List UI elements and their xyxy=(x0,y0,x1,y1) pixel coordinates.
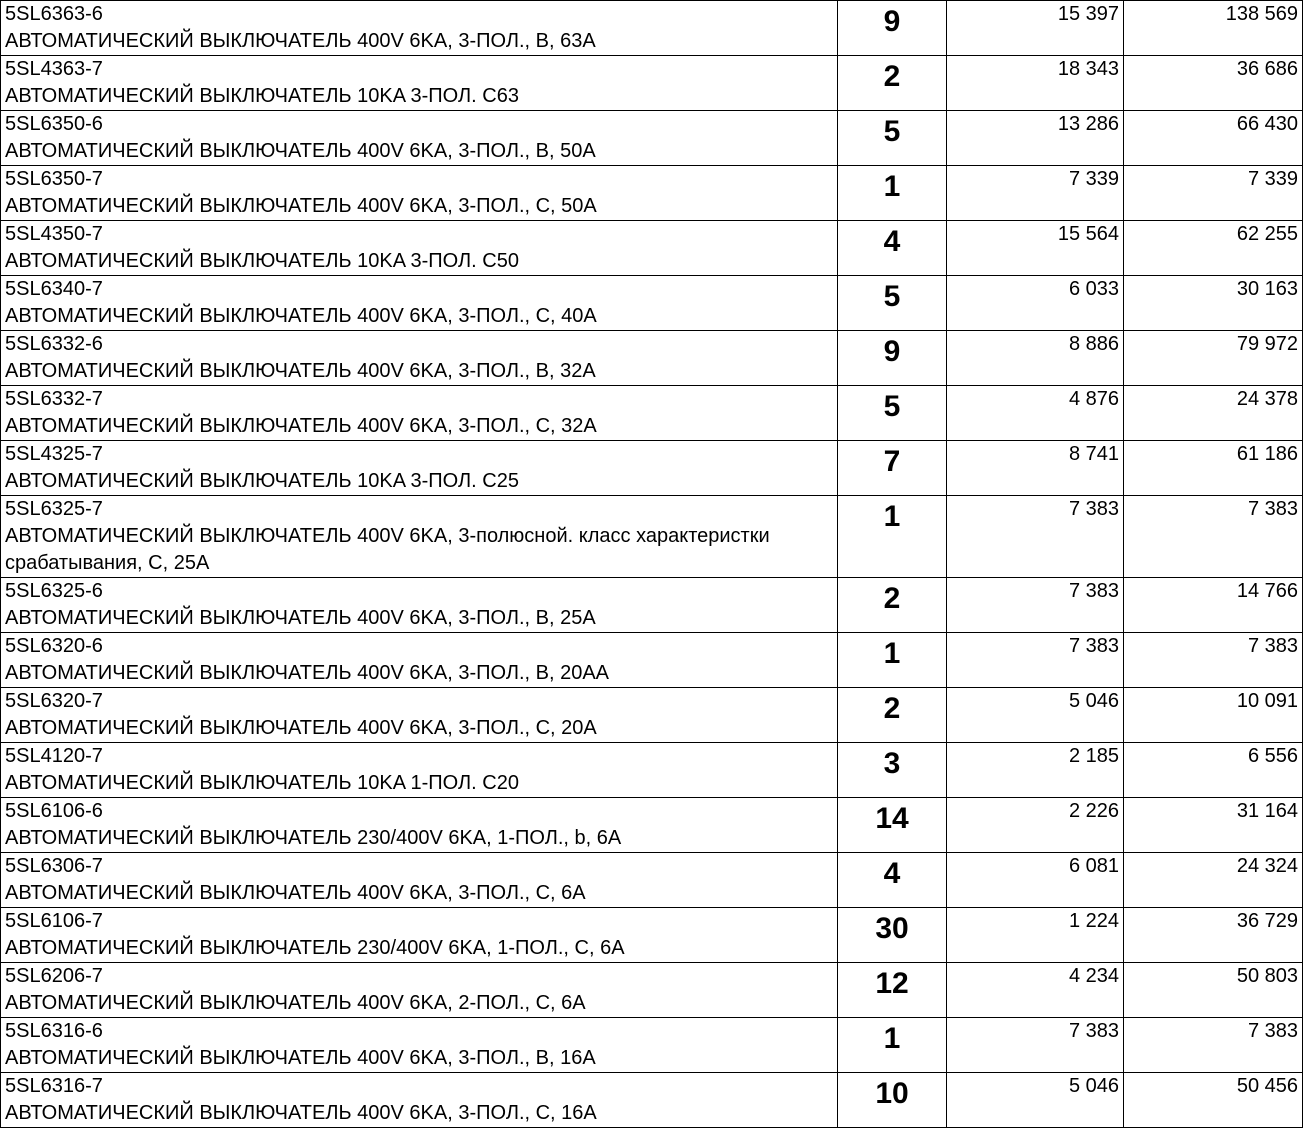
product-name: АВТОМАТИЧЕСКИЙ ВЫКЛЮЧАТЕЛЬ 400V 6KA, 3-ПОЛ., B, 25A xyxy=(5,607,596,629)
line-total: 24 378 xyxy=(1236,388,1298,410)
line-total: 66 430 xyxy=(1236,113,1298,135)
unit-price: 4 234 xyxy=(1068,965,1119,987)
product-cell xyxy=(1,853,838,908)
product-cell xyxy=(1,908,838,963)
product-name: АВТОМАТИЧЕСКИЙ ВЫКЛЮЧАТЕЛЬ 10KA 1-ПОЛ. C20 xyxy=(5,772,519,794)
sum-cell xyxy=(1124,963,1303,1018)
price-cell xyxy=(947,578,1124,633)
quantity-value: 1 xyxy=(883,170,901,203)
quantity-value: 1 xyxy=(883,500,901,533)
quantity-cell xyxy=(838,633,947,688)
price-cell xyxy=(947,56,1124,111)
table-row xyxy=(1,963,1303,1018)
line-total: 138 569 xyxy=(1225,3,1298,25)
unit-price: 7 383 xyxy=(1068,498,1119,520)
price-cell xyxy=(947,276,1124,331)
product-code: 5SL6325-7 xyxy=(5,498,103,520)
table-row xyxy=(1,496,1303,578)
sum-cell xyxy=(1124,908,1303,963)
product-code: 5SL6325-6 xyxy=(5,580,103,602)
table-row xyxy=(1,633,1303,688)
sum-cell xyxy=(1124,798,1303,853)
table-row xyxy=(1,743,1303,798)
quantity-value: 7 xyxy=(883,445,901,478)
product-name: АВТОМАТИЧЕСКИЙ ВЫКЛЮЧАТЕЛЬ 10KA 3-ПОЛ. C25 xyxy=(5,470,519,492)
quantity-value: 4 xyxy=(883,225,901,258)
product-name: АВТОМАТИЧЕСКИЙ ВЫКЛЮЧАТЕЛЬ 230/400V 6KA, 1-ПОЛ., b, 6A xyxy=(5,827,622,849)
price-cell xyxy=(947,853,1124,908)
table-row xyxy=(1,166,1303,221)
product-name: АВТОМАТИЧЕСКИЙ ВЫКЛЮЧАТЕЛЬ 400V 6KA, 3-ПОЛ., C, 32A xyxy=(5,415,597,437)
quantity-cell xyxy=(838,798,947,853)
quantity-value: 1 xyxy=(883,637,901,670)
product-cell xyxy=(1,963,838,1018)
product-code: 5SL4120-7 xyxy=(5,745,103,767)
product-cell xyxy=(1,1,838,56)
quantity-value: 9 xyxy=(883,335,901,368)
product-code: 5SL6332-7 xyxy=(5,388,103,410)
product-cell xyxy=(1,743,838,798)
product-name: АВТОМАТИЧЕСКИЙ ВЫКЛЮЧАТЕЛЬ 400V 6KA, 3-полюсной. класс характеристки срабатывания, C, 25A xyxy=(5,525,770,574)
sum-cell xyxy=(1124,853,1303,908)
price-cell xyxy=(947,633,1124,688)
quantity-cell xyxy=(838,276,947,331)
line-total: 50 803 xyxy=(1236,965,1298,987)
line-total: 61 186 xyxy=(1236,443,1298,465)
line-total: 50 456 xyxy=(1236,1075,1298,1097)
line-total: 30 163 xyxy=(1236,278,1298,300)
quantity-cell xyxy=(838,1018,947,1073)
unit-price: 13 286 xyxy=(1057,113,1119,135)
unit-price: 4 876 xyxy=(1068,388,1119,410)
product-cell xyxy=(1,276,838,331)
sum-cell xyxy=(1124,166,1303,221)
price-cell xyxy=(947,331,1124,386)
line-total: 7 339 xyxy=(1247,168,1298,190)
quantity-cell xyxy=(838,386,947,441)
product-code: 5SL6320-7 xyxy=(5,690,103,712)
product-code: 5SL6350-7 xyxy=(5,168,103,190)
price-cell xyxy=(947,1073,1124,1128)
price-cell xyxy=(947,963,1124,1018)
quantity-cell xyxy=(838,111,947,166)
product-cell xyxy=(1,688,838,743)
product-name: АВТОМАТИЧЕСКИЙ ВЫКЛЮЧАТЕЛЬ 400V 6KA, 3-ПОЛ., B, 50A xyxy=(5,140,596,162)
quantity-value: 5 xyxy=(883,115,901,148)
unit-price: 5 046 xyxy=(1068,690,1119,712)
quantity-cell xyxy=(838,743,947,798)
quantity-value: 3 xyxy=(883,747,901,780)
unit-price: 18 343 xyxy=(1057,58,1119,80)
table-row xyxy=(1,688,1303,743)
sum-cell xyxy=(1124,441,1303,496)
unit-price: 6 033 xyxy=(1068,278,1119,300)
product-code: 5SL6316-7 xyxy=(5,1075,103,1097)
table-row xyxy=(1,1073,1303,1128)
quantity-cell xyxy=(838,166,947,221)
product-code: 5SL6106-6 xyxy=(5,800,103,822)
sum-cell xyxy=(1124,633,1303,688)
unit-price: 15 564 xyxy=(1057,223,1119,245)
product-name: АВТОМАТИЧЕСКИЙ ВЫКЛЮЧАТЕЛЬ 400V 6KA, 3-ПОЛ., C, 20A xyxy=(5,717,597,739)
table-row xyxy=(1,331,1303,386)
product-cell xyxy=(1,496,838,578)
product-cell xyxy=(1,578,838,633)
price-cell xyxy=(947,111,1124,166)
product-code: 5SL6320-6 xyxy=(5,635,103,657)
quantity-value: 2 xyxy=(883,692,901,725)
product-code: 5SL6350-6 xyxy=(5,113,103,135)
product-name: АВТОМАТИЧЕСКИЙ ВЫКЛЮЧАТЕЛЬ 400V 6KA, 3-ПОЛ., B, 63A xyxy=(5,30,596,52)
product-cell xyxy=(1,1073,838,1128)
quantity-cell xyxy=(838,908,947,963)
product-name: АВТОМАТИЧЕСКИЙ ВЫКЛЮЧАТЕЛЬ 400V 6KA, 3-ПОЛ., C, 40A xyxy=(5,305,597,327)
product-code: 5SL6340-7 xyxy=(5,278,103,300)
quantity-value: 2 xyxy=(883,60,901,93)
table-row xyxy=(1,1,1303,56)
line-total: 7 383 xyxy=(1247,1020,1298,1042)
price-cell xyxy=(947,1,1124,56)
product-code: 5SL6363-6 xyxy=(5,3,103,25)
unit-price: 6 081 xyxy=(1068,855,1119,877)
product-code: 5SL6316-6 xyxy=(5,1020,103,1042)
sum-cell xyxy=(1124,386,1303,441)
sum-cell xyxy=(1124,688,1303,743)
product-code: 5SL6206-7 xyxy=(5,965,103,987)
product-name: АВТОМАТИЧЕСКИЙ ВЫКЛЮЧАТЕЛЬ 400V 6KA, 3-ПОЛ., C, 6A xyxy=(5,882,586,904)
quantity-cell xyxy=(838,441,947,496)
product-name: АВТОМАТИЧЕСКИЙ ВЫКЛЮЧАТЕЛЬ 400V 6KA, 3-ПОЛ., B, 16A xyxy=(5,1047,596,1069)
unit-price: 15 397 xyxy=(1057,3,1119,25)
unit-price: 7 339 xyxy=(1068,168,1119,190)
line-total: 62 255 xyxy=(1236,223,1298,245)
table-row xyxy=(1,853,1303,908)
line-total: 7 383 xyxy=(1247,498,1298,520)
product-name: АВТОМАТИЧЕСКИЙ ВЫКЛЮЧАТЕЛЬ 400V 6KA, 3-ПОЛ., B, 20AA xyxy=(5,662,609,684)
table-row xyxy=(1,1018,1303,1073)
table-row xyxy=(1,798,1303,853)
table-row xyxy=(1,441,1303,496)
price-cell xyxy=(947,221,1124,276)
line-total: 79 972 xyxy=(1236,333,1298,355)
quantity-cell xyxy=(838,853,947,908)
sum-cell xyxy=(1124,1018,1303,1073)
quantity-cell xyxy=(838,963,947,1018)
line-total: 36 686 xyxy=(1236,58,1298,80)
product-code: 5SL6332-6 xyxy=(5,333,103,355)
quantity-cell xyxy=(838,688,947,743)
product-cell xyxy=(1,166,838,221)
price-cell xyxy=(947,743,1124,798)
sum-cell xyxy=(1124,1,1303,56)
product-code: 5SL6306-7 xyxy=(5,855,103,877)
quantity-cell xyxy=(838,1073,947,1128)
quantity-value: 2 xyxy=(883,582,901,615)
quantity-cell xyxy=(838,578,947,633)
price-cell xyxy=(947,1018,1124,1073)
sum-cell xyxy=(1124,221,1303,276)
product-cell xyxy=(1,331,838,386)
quantity-value: 5 xyxy=(883,280,901,313)
price-cell xyxy=(947,798,1124,853)
quantity-value: 10 xyxy=(875,1077,909,1110)
product-code: 5SL4363-7 xyxy=(5,58,103,80)
product-cell xyxy=(1,798,838,853)
line-total: 36 729 xyxy=(1236,910,1298,932)
table-row xyxy=(1,386,1303,441)
sum-cell xyxy=(1124,496,1303,578)
product-name: АВТОМАТИЧЕСКИЙ ВЫКЛЮЧАТЕЛЬ 400V 6KA, 3-ПОЛ., C, 50A xyxy=(5,195,597,217)
product-cell xyxy=(1,221,838,276)
unit-price: 7 383 xyxy=(1068,1020,1119,1042)
table-row xyxy=(1,276,1303,331)
table-row xyxy=(1,578,1303,633)
quantity-cell xyxy=(838,331,947,386)
price-cell xyxy=(947,441,1124,496)
unit-price: 2 185 xyxy=(1068,745,1119,767)
table-row xyxy=(1,908,1303,963)
product-name: АВТОМАТИЧЕСКИЙ ВЫКЛЮЧАТЕЛЬ 10KA 3-ПОЛ. C63 xyxy=(5,85,519,107)
quantity-value: 1 xyxy=(883,1022,901,1055)
product-cell xyxy=(1,386,838,441)
unit-price: 2 226 xyxy=(1068,800,1119,822)
line-total: 31 164 xyxy=(1236,800,1298,822)
unit-price: 8 741 xyxy=(1068,443,1119,465)
product-code: 5SL4350-7 xyxy=(5,223,103,245)
quantity-cell xyxy=(838,56,947,111)
quantity-value: 5 xyxy=(883,390,901,423)
table-row xyxy=(1,111,1303,166)
price-cell xyxy=(947,688,1124,743)
product-cell xyxy=(1,1018,838,1073)
table-row xyxy=(1,221,1303,276)
table-row xyxy=(1,56,1303,111)
line-total: 6 556 xyxy=(1247,745,1298,767)
sum-cell xyxy=(1124,56,1303,111)
quantity-cell xyxy=(838,1,947,56)
line-total: 7 383 xyxy=(1247,635,1298,657)
price-cell xyxy=(947,908,1124,963)
price-table-body xyxy=(1,1,1303,1128)
product-name: АВТОМАТИЧЕСКИЙ ВЫКЛЮЧАТЕЛЬ 230/400V 6KA, 1-ПОЛ., C, 6A xyxy=(5,937,625,959)
price-cell xyxy=(947,166,1124,221)
quantity-value: 30 xyxy=(875,912,909,945)
sum-cell xyxy=(1124,578,1303,633)
product-code: 5SL4325-7 xyxy=(5,443,103,465)
quantity-value: 9 xyxy=(883,5,901,38)
unit-price: 7 383 xyxy=(1068,580,1119,602)
quantity-cell xyxy=(838,221,947,276)
unit-price: 1 224 xyxy=(1068,910,1119,932)
line-total: 14 766 xyxy=(1236,580,1298,602)
product-cell xyxy=(1,441,838,496)
sum-cell xyxy=(1124,111,1303,166)
quantity-value: 4 xyxy=(883,857,901,890)
unit-price: 7 383 xyxy=(1068,635,1119,657)
sum-cell xyxy=(1124,1073,1303,1128)
quantity-value: 12 xyxy=(875,967,909,1000)
product-cell xyxy=(1,633,838,688)
price-cell xyxy=(947,496,1124,578)
line-total: 10 091 xyxy=(1236,690,1298,712)
price-cell xyxy=(947,386,1124,441)
product-name: АВТОМАТИЧЕСКИЙ ВЫКЛЮЧАТЕЛЬ 400V 6KA, 3-ПОЛ., C, 16A xyxy=(5,1102,597,1124)
quantity-cell xyxy=(838,496,947,578)
product-code: 5SL6106-7 xyxy=(5,910,103,932)
unit-price: 8 886 xyxy=(1068,333,1119,355)
product-name: АВТОМАТИЧЕСКИЙ ВЫКЛЮЧАТЕЛЬ 400V 6KA, 3-ПОЛ., B, 32A xyxy=(5,360,596,382)
sum-cell xyxy=(1124,276,1303,331)
quantity-value: 14 xyxy=(875,802,909,835)
line-total: 24 324 xyxy=(1236,855,1298,877)
product-name: АВТОМАТИЧЕСКИЙ ВЫКЛЮЧАТЕЛЬ 10KA 3-ПОЛ. C50 xyxy=(5,250,519,272)
sum-cell xyxy=(1124,331,1303,386)
product-cell xyxy=(1,56,838,111)
product-cell xyxy=(1,111,838,166)
product-name: АВТОМАТИЧЕСКИЙ ВЫКЛЮЧАТЕЛЬ 400V 6KA, 2-ПОЛ., C, 6A xyxy=(5,992,586,1014)
sum-cell xyxy=(1124,743,1303,798)
unit-price: 5 046 xyxy=(1068,1075,1119,1097)
